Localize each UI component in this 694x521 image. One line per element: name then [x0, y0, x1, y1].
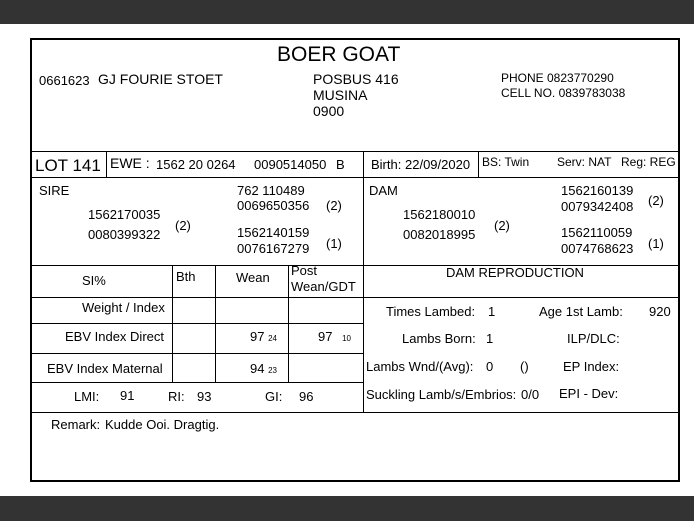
divider [32, 353, 363, 354]
lambs-weaned-label: Lambs Wnd/(Avg): [366, 359, 474, 374]
dam-grandsire-reg: 0079342408 [561, 199, 634, 214]
ewe-grade: B [336, 157, 345, 172]
dam-grandsire-id: 1562160139 [561, 183, 634, 198]
dam-granddam-count: (1) [648, 236, 664, 251]
divider [363, 151, 364, 177]
wean-column-header: Wean [236, 270, 270, 285]
sale-sheet [0, 24, 694, 496]
ebv-direct-wean-value: 97 24 [250, 329, 277, 344]
lambs-weaned-avg: () [520, 359, 529, 374]
divider [363, 297, 678, 298]
address-line-2: MUSINA [313, 87, 368, 103]
ewe-reg-number: 0090514050 [254, 157, 327, 172]
sire-label: SIRE [39, 183, 70, 198]
lmi-value: 91 [120, 388, 135, 403]
suckling-label: Suckling Lamb/s/Embrios: [366, 387, 517, 402]
weight-index-label: Weight / Index [82, 300, 165, 315]
suckling-value: 0/0 [521, 387, 540, 402]
lot-card [30, 38, 680, 482]
dam-granddam-reg: 0074768623 [561, 241, 634, 256]
sire-grandsire-id: 762 110489 [237, 183, 305, 198]
ebv-direct-post-wean-value: 97 10 [318, 329, 351, 344]
phone-number: PHONE 0823770290 [501, 71, 614, 85]
post-wean-gdt-column-header: Wean/GDT [291, 279, 356, 294]
sire-id: 1562170035 [88, 207, 161, 222]
divider [363, 177, 364, 265]
cell-number: CELL NO. 0839783038 [501, 86, 626, 100]
birth-status: BS: Twin [482, 155, 530, 169]
breeder-code: 0661623 [39, 73, 90, 88]
dam-granddam-id: 1562110059 [561, 225, 633, 240]
divider [32, 382, 363, 383]
divider [106, 151, 107, 177]
ebv-maternal-wean-value: 94 23 [250, 361, 277, 376]
birth-date: 22/09/2020 [405, 157, 471, 172]
gi-label: GI: [265, 389, 283, 404]
post-wean-column-header: Post [291, 263, 318, 278]
dam-reproduction-title: DAM REPRODUCTION [446, 265, 584, 280]
ebv-maternal-label: EBV Index Maternal [47, 361, 163, 376]
service-type: Serv: NAT [557, 155, 612, 169]
divider [32, 177, 678, 178]
divider [32, 412, 678, 413]
divider [478, 151, 479, 177]
divider [363, 265, 364, 412]
ewe-id: 1562 20 0264 [156, 157, 236, 172]
bth-column-header: Bth [176, 269, 196, 284]
address-line-3: 0900 [313, 103, 345, 119]
sire-granddam-reg: 0076167279 [237, 241, 310, 256]
ri-value: 93 [197, 389, 212, 404]
dam-label: DAM [369, 183, 398, 198]
ebv-direct-label: EBV Index Direct [65, 329, 164, 344]
times-lambed-label: Times Lambed: [386, 304, 476, 319]
dam-id: 1562180010 [403, 207, 476, 222]
breeder-name: GJ FOURIE STOET [98, 71, 223, 87]
remark-label: Remark: [51, 417, 101, 432]
ri-label: RI: [168, 389, 185, 404]
times-lambed-value: 1 [488, 304, 496, 319]
remark-text: Kudde Ooi. Dragtig. [105, 417, 220, 432]
gi-value: 96 [299, 389, 314, 404]
sire-reg: 0080399322 [88, 227, 161, 242]
divider [32, 297, 363, 298]
divider [32, 323, 363, 324]
divider [32, 151, 678, 152]
lambs-born-label: Lambs Born: [402, 331, 476, 346]
address-line-1: POSBUS 416 [313, 71, 399, 87]
epi-dev-label: EPI - Dev: [559, 386, 619, 401]
sire-count: (2) [175, 218, 191, 233]
ewe-label: EWE : [110, 155, 150, 171]
page-title: BOER GOAT [277, 43, 401, 66]
sire-grandsire-reg: 0069650356 [237, 198, 310, 213]
dam-reg: 0082018995 [403, 227, 476, 242]
sire-granddam-count: (1) [326, 236, 342, 251]
age-first-lamb-value: 920 [649, 304, 671, 319]
age-first-lamb-label: Age 1st Lamb: [539, 304, 623, 319]
si-column-header: SI% [82, 273, 106, 288]
lambs-born-value: 1 [486, 331, 494, 346]
lot-number: LOT 141 [35, 156, 101, 175]
lambs-weaned-value: 0 [486, 359, 494, 374]
sire-granddam-id: 1562140159 [237, 225, 310, 240]
registration-status: Reg: REG [621, 155, 676, 169]
ilp-dlc-label: ILP/DLC: [567, 331, 620, 346]
birth-label: Birth: [371, 157, 402, 172]
dam-count: (2) [494, 218, 510, 233]
dam-grandsire-count: (2) [648, 193, 664, 208]
lmi-label: LMI: [74, 389, 100, 404]
ep-index-label: EP Index: [563, 359, 620, 374]
sire-grandsire-count: (2) [326, 198, 342, 213]
